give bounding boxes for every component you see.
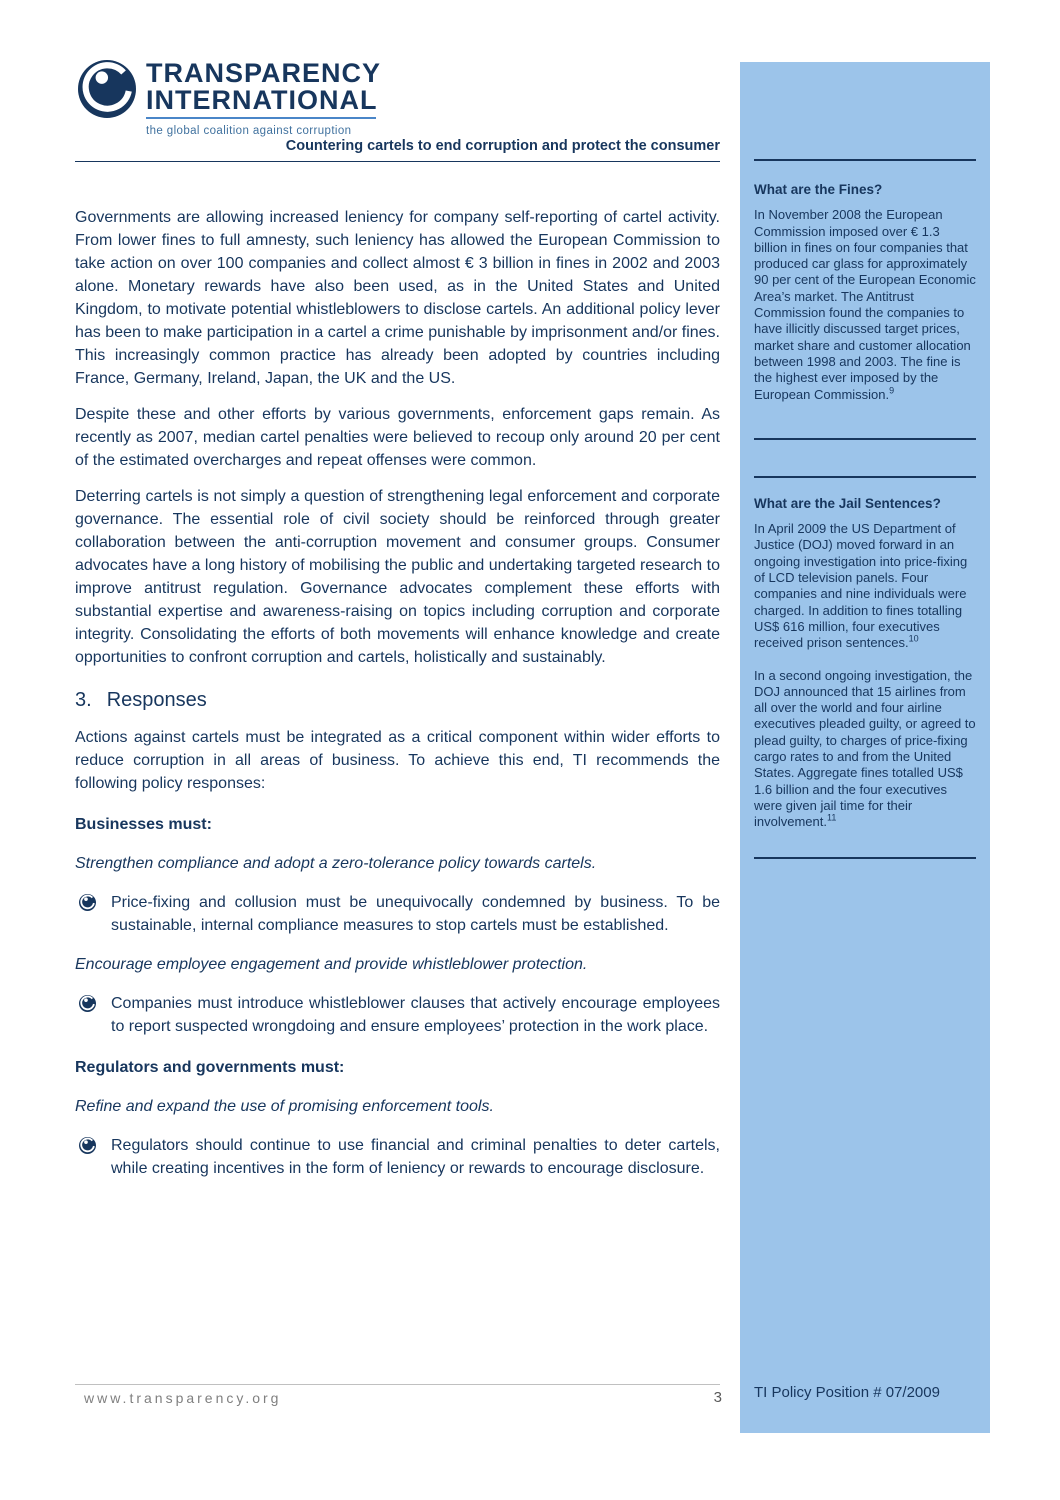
ti-bullet-icon [79,1137,96,1154]
policy-lead: Refine and expand the use of promising enforcement tools. [75,1098,494,1115]
ti-bullet-icon [79,894,96,911]
footer-website-url: www.transparency.org [84,1390,282,1406]
logo-tagline: the global coalition against corruption [146,125,352,137]
ti-logo [78,60,381,139]
page-number: 3 [713,1389,722,1406]
ti-bullet-icon [79,995,96,1012]
sidebar-paragraph-text: In November 2008 the European Commission imposed over € 1.3 billion in fines on four companies that produced car glass for approximately 90 per cent of the European Economic Area’s market. The Antitrust Commission found the companies to have illicitly discussed target prices, market share and customer allocation between 1998 and 2003. The fine is the highest ever imposed by the European Commission. [754,207,976,402]
policy-bullet [75,891,720,937]
subheading-businesses-must: Businesses must: [75,816,212,833]
logo-tagline-rule [146,117,376,139]
policy-bullet [75,1134,720,1180]
footnote-ref: 10 [908,633,919,644]
sidebar-heading-fines: What are the Fines? [754,182,883,197]
main-column [75,206,720,1196]
sidebar [740,62,990,1433]
policy-bullet [75,992,720,1038]
bullet-text: Regulators should continue to use financial and criminal penalties to deter cartels, while creating incentives in the form of leniency or rewards to encourage disclosure. [111,1137,720,1177]
ti-logo-wordmark [146,60,381,139]
document-strapline: Countering cartels to end corruption and protect the consumer [75,138,720,162]
footnote-ref: 9 [889,385,895,396]
responses-intro: Actions against cartels must be integrated as a critical component within wider efforts to reduce corruption in all areas of business. To achieve this end, TI recommends the following policy responses: [75,729,720,792]
policy-lead: Strengthen compliance and adopt a zero-tolerance policy towards cartels. [75,855,597,872]
body-paragraph: Deterring cartels is not simply a question of strengthening legal enforcement and corporate governance. The essential role of civil society should be reinforced through greater collaboration between the anti-corruption movement and consumer groups. Consumer advocates have a long history of mobilising the public and undertaking targeted research to improve antitrust regulation. Governance advocates complement these efforts with substantial expertise and awareness-raising on topics including corruption and corporate integrity. Consolidating the efforts of both movements will enhance knowledge and create opportunities to confront corruption and cartels, holistically and sustainably. [75,488,720,666]
sidebar-paragraph-jail-2 [754,668,976,831]
body-paragraph: Despite these and other efforts by various governments, enforcement gaps remain. As recently as 2007, median cartel penalties were believed to recoup only around 20 per cent of the estimated overcharges and repeat offenses were common. [75,406,720,469]
policy-lead: Encourage employee engagement and provide whistleblower protection. [75,956,588,973]
footnote-ref: 11 [826,812,837,823]
sidebar-divider [754,438,976,440]
bullet-text: Price-fixing and collusion must be unequivocally condemned by business. To be sustainable, internal compliance measures to stop cartels must be established. [111,894,720,934]
sidebar-paragraph-jail-1 [754,521,976,651]
sidebar-divider [754,159,976,161]
section-heading-responses [75,689,720,712]
section-number: 3. [75,689,92,711]
body-paragraph: Governments are allowing increased leniency for company self-reporting of cartel activity. From lower fines to full amnesty, such leniency has allowed the European Commission to take action on over 100 companies and collect almost € 3 billion in fines in 2002 and 2003 alone. Monetary rewards have also been used, as in the United States and United Kingdom, to motivate potential whistleblowers to disclose cartels. An additional policy lever has been to make participation in a cartel a crime punishable by imprisonment and/or fines. This increasingly common practice has already been adopted by countries including France, Germany, Ireland, Japan, the UK and the US. [75,209,720,387]
sidebar-divider [754,476,976,478]
ti-logo-icon [78,60,136,118]
sidebar-paragraph-text: In April 2009 the US Department of Justice (DOJ) moved forward in an ongoing investigation into price-fixing of LCD television panels. Four companies and nine individuals were charged. In addition to fines totalling US$ 616 million, four executives received prison sentences. [754,521,968,651]
logo-line-1: TRANSPARENCY [146,58,382,88]
bullet-text: Companies must introduce whistleblower clauses that actively encourage employees to report suspected wrongdoing and ensure employees’ protection in the work place. [111,995,720,1035]
subheading-regulators-must: Regulators and governments must: [75,1059,345,1076]
sidebar-divider [754,857,976,859]
sidebar-heading-jail: What are the Jail Sentences? [754,495,941,511]
footer-divider [75,1384,720,1385]
sidebar-paragraph-text: In a second ongoing investigation, the DOJ announced that 15 airlines from all over the world and four airline executives pleaded guilty, or agreed to plead guilty, to charges of price-fixing cargo rates to and from the United States. Aggregate fines totalled US$ 1.6 billion and the four executives were given jail time for their involvement. [754,667,976,830]
section-title: Responses [106,689,207,711]
policy-position-label: TI Policy Position # 07/2009 [754,1383,940,1401]
sidebar-paragraph-fines [754,207,976,403]
logo-line-2: INTERNATIONAL [146,85,378,115]
